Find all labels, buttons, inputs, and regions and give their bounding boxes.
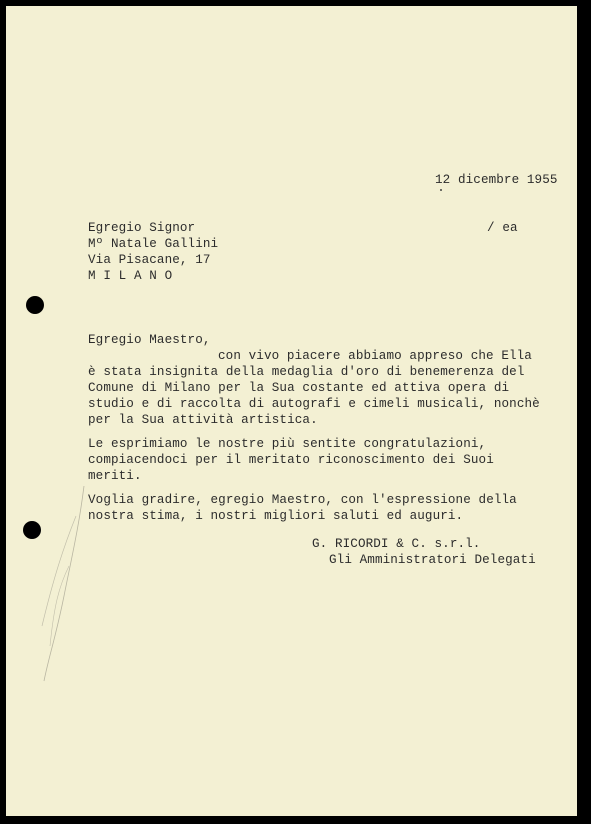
date-mark	[440, 189, 442, 191]
paragraph-3: Voglia gradire, egregio Maestro, con l'espressione della nostra stima, i nostri migliori saluti ed auguri.	[88, 493, 517, 523]
recipient-line-3: Via Pisacane, 17	[88, 253, 211, 267]
scan-border-bottom	[0, 816, 591, 824]
signature-company: G. RICORDI & C. s.r.l.	[312, 537, 481, 551]
recipient-line-4: M I L A N O	[88, 269, 173, 283]
recipient-line-1: Egregio Signor	[88, 221, 196, 235]
paragraph-1-opening: con vivo piacere abbiamo appreso che Ella	[218, 349, 532, 363]
reference-code: / ea	[487, 221, 518, 235]
paragraph-1-rest: è stata insignita della medaglia d'oro di benemerenza del Comune di Milano per la Sua costante ed attiva opera di studio e di raccolta di autografi e cimeli musicali, nonchè per la Sua attività artistica.	[88, 365, 540, 427]
paragraph-1	[88, 348, 543, 428]
salutation: Egregio Maestro,	[88, 333, 211, 347]
letter-date: 12 dicembre 1955	[435, 173, 558, 187]
letter-body	[88, 348, 543, 524]
letter-page	[6, 6, 577, 816]
paragraph-2: Le esprimiamo le nostre più sentite congratulazioni, compiacendoci per il meritato riconoscimento dei Suoi meriti.	[88, 437, 494, 483]
scan-border-right	[583, 0, 591, 824]
signature-title: Gli Amministratori Delegati	[329, 553, 536, 567]
recipient-line-2: Mº Natale Gallini	[88, 237, 219, 251]
punch-hole-top	[26, 296, 44, 314]
